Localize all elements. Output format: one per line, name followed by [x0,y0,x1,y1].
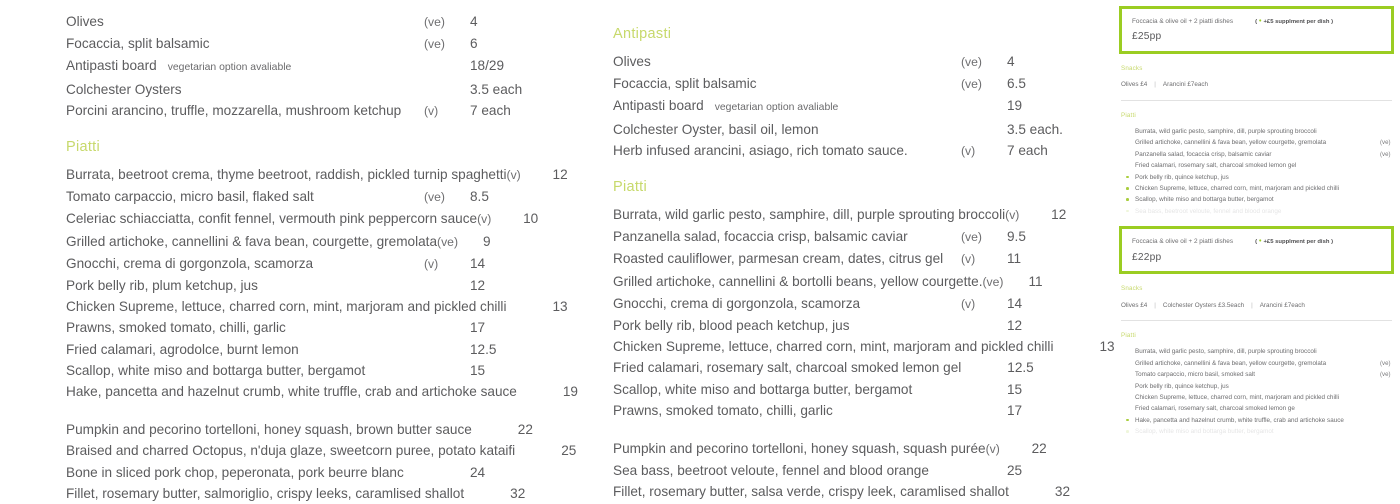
preview-heading-piatti-one: Piatti [1121,111,1136,119]
menu-item-diet-tag: (ve) [424,190,445,205]
menu-item-subnote: vegetarian option avaliable [714,102,839,114]
deal-box-22pp[interactable] [1119,226,1394,274]
preview-item-name: Scallop, white miso and bottarga butter, bergamot [1135,428,1274,436]
deal-price: £22pp [1132,251,1162,263]
preview-item-diet-tag: (ve) [1380,150,1391,158]
menu-item-row [613,119,1073,140]
menu-item-row [613,438,1073,460]
snack-oysters: Colchester Oysters £3.5each [1162,301,1245,309]
menu-item-row [613,293,1073,315]
menu-item-price: 14 [1007,295,1023,311]
menu-item-row [613,379,1073,400]
menu-item-name: Hake, pancetta and hazelnut crumb, white truffle, crab and artichoke sauce [66,384,517,400]
preview-snacks-row [1121,79,1400,90]
menu-item-name: Scallop, white miso and bottarga butter, bergamot [66,362,366,378]
menu-item-price: 17 [1007,402,1023,418]
menu-item-name: Fried calamari, rosemary salt, charcoal smoked lemon gel [613,360,962,376]
menu-item-row [613,226,1073,248]
menu-item-row [613,140,1073,162]
menu-item-name: Focaccia, split balsamic [613,76,757,92]
menu-item-row [66,33,536,55]
deal-description-row [1132,16,1381,28]
preview-piatti-list-two [1135,346,1400,437]
menu-item-name: Roasted cauliflower, parmesan cream, dates, citrus gel [613,251,944,267]
preview-item-name: Burrata, wild garlic pesto, samphire, dill, purple sprouting broccoli [1135,348,1317,356]
piatti-large-item-list [613,438,1073,503]
menu-item-row [613,73,1073,95]
preview-item-row [1135,426,1400,437]
menu-item-name: Gnocchi, crema di gorgonzola, scamorza [66,255,314,271]
menu-item-row [66,381,578,402]
menu-item-name: Prawns, smoked tomato, chilli, garlic [613,402,833,418]
menu-item-price: 25 [561,443,577,459]
separator: | [1154,301,1156,309]
preview-item-name: Burrata, wild garlic pesto, samphire, dill, purple sprouting broccoli [1135,128,1317,136]
menu-item-row [613,357,1073,378]
menu-item-diet-tag: (v) [1005,208,1020,223]
spacer [613,421,1073,438]
menu-item-price: 6.5 [1007,76,1026,92]
preview-item-name: Pork belly rib, quince ketchup, jus [1135,382,1229,390]
menu-item-name: Sea bass, beetroot veloute, fennel and blood orange [613,463,929,479]
preview-item-diet-tag: (ve) [1380,359,1391,367]
preview-item-name: Grilled artichoke, cannellini & fava bean, yellow courgette, gremolata [1135,359,1327,367]
menu-item-name: Fried calamari, agrodolce, burnt lemon [66,341,299,357]
menu-item-name: Pumpkin and pecorino tortelloni, honey squash, squash purée [613,441,986,457]
preview-item-name: Scallop, white miso and bottarga butter, bergamot [1135,196,1274,204]
menu-item-name: Burrata, wild garlic pesto, samphire, dill, purple sprouting broccoli [613,207,1006,223]
menu-item-name: Braised and charred Octopus, n'duja glaze, sweetcorn puree, potato kataifi [66,443,516,459]
divider [1121,100,1392,101]
menu-item-price: 11 [1007,251,1022,267]
section-heading-piatti: Piatti [613,179,648,196]
menu-item-price: 6 [470,36,478,52]
menu-column-right-preview [1113,0,1400,500]
snack-olives: Olives £4 [1121,301,1148,309]
menu-item-price: 12 [552,167,568,183]
deal-supplement-note: ( • +£5 supplment per dish ) [1255,18,1334,25]
menu-item-name: Colchester Oyster, basil oil, lemon [613,121,819,137]
menu-item-row [66,419,536,440]
menu-item-price: 9.5 [1007,229,1026,245]
bullet-dot-icon: • [1259,18,1262,25]
menu-item-diet-tag: (ve) [424,37,445,52]
spacer [66,122,536,139]
menu-item-row [66,100,536,122]
section-heading-piatti: Piatti [66,139,101,156]
bullet-dot-icon [1126,187,1129,190]
piatti-large-item-list [66,419,577,504]
menu-item-diet-tag: (ve) [437,234,459,249]
preview-piatti-list-one [1135,126,1400,217]
snack-olives: Olives £4 [1121,81,1148,89]
menu-item-price: 18/29 [470,58,505,74]
piatti-item-list [613,204,1115,421]
preview-snacks-row-two [1121,300,1400,311]
menu-item-row [66,360,536,381]
menu-item-diet-tag: (v) [477,212,492,227]
menu-item-row [66,11,536,33]
menu-item-name: Bone in sliced pork chop, peperonata, pork beurre blanc [66,464,404,480]
spacer [613,162,1073,179]
menu-item-diet-tag: (v) [424,103,439,118]
preview-item-row [1135,160,1400,171]
preview-item-name: Hake, pancetta and hazelnut crumb, white truffle, crab and artichoke sauce [1135,416,1344,424]
menu-item-price: 14 [470,255,486,271]
menu-item-price: 15 [470,362,486,378]
menu-item-diet-tag: (ve) [424,15,445,29]
menu-item-row [66,483,536,504]
menu-item-row [66,231,536,253]
preview-item-row [1135,381,1400,392]
menu-item-row [66,79,536,100]
menu-item-name: Colchester Oysters [66,81,182,97]
menu-item-price: 4 [470,14,478,29]
preview-item-row [1135,172,1400,183]
menu-item-name: Panzanella salad, focaccia crisp, balsamic caviar [613,229,908,245]
menu-column-left [66,0,578,504]
separator: | [1154,81,1156,89]
menu-item-price: 12.5 [1007,360,1034,376]
bullet-dot-icon [1126,198,1129,201]
preview-item-row [1135,206,1400,217]
menu-item-name: Chicken Supreme, lettuce, charred corn, mint, marjoram and pickled chilli [66,299,507,315]
menu-item-name: Pumpkin and pecorino tortelloni, honey squash, brown butter sauce [66,422,472,438]
menu-item-price: 7 each [1007,142,1048,158]
menu-item-row [66,164,568,186]
menu-item-name: Antipasti board [613,98,704,114]
preview-item-name: Fried calamari, rosemary salt, charcoal smoked lemon ge [1135,405,1295,413]
menu-item-price: 25 [1007,463,1023,479]
menu-item-row [66,253,536,275]
section-piatti-left [66,139,578,504]
preview-item-row [1135,194,1400,205]
menu-item-name: Chicken Supreme, lettuce, charred corn, mint, marjoram and pickled chilli [613,339,1054,355]
menu-item-price: 13 [1099,339,1115,355]
menu-item-name: Gnocchi, crema di gorgonzola, scamorza [613,295,861,311]
menu-item-price: 22 [517,422,533,438]
section-antipasti-left [66,0,536,122]
menu-item-price: 12 [1007,318,1023,334]
menu-item-row [66,317,536,338]
preview-item-name: Chicken Supreme, lettuce, charred corn, mint, marjoram and pickled chilli [1135,185,1340,193]
preview-item-row [1135,415,1400,426]
menu-item-price: 12 [470,278,486,294]
preview-item-name: Sea bass, beetroot veloute, fennel and blood orange [1135,207,1282,215]
piatti-item-list [66,164,578,402]
menu-item-row [613,315,1073,336]
menu-item-row [66,186,536,208]
menu-item-price: 13 [552,299,568,315]
menu-item-row [66,275,536,296]
menu-item-row [613,51,1073,73]
menu-item-diet-tag: (v) [961,252,976,267]
menu-item-row [613,460,1073,481]
deal-supplement-note: ( • +£5 supplment per dish ) [1255,238,1334,246]
menu-item-row [613,481,1073,502]
preview-heading-snacks: Snacks [1121,64,1143,72]
deal-box-25pp[interactable] [1119,6,1394,54]
preview-heading-snacks-two: Snacks [1121,285,1143,293]
preview-item-row [1135,369,1400,380]
menu-item-row [66,208,539,230]
deal-description: Foccacia & olive oil + 2 piatti dishes [1132,18,1234,25]
antipasti-item-list [613,51,1073,162]
menu-item-row [613,271,1073,293]
deal-description-row [1132,236,1381,248]
preview-item-row [1135,126,1400,137]
preview-item-row [1135,149,1400,160]
menu-item-price: 3.5 each [470,81,523,97]
preview-item-diet-tag: (ve) [1380,371,1391,379]
menu-item-price: 17 [470,320,486,336]
menu-item-name: Olives [66,14,104,29]
menu-item-diet-tag: (ve) [961,77,982,92]
preview-item-name: Tomato carpaccio, micro basil, smoked salt [1135,371,1256,379]
bullet-dot-icon: • [1259,238,1262,246]
menu-item-name: Fillet, rosemary butter, salmoriglio, crispy leeks, caramlised shallot [66,485,465,501]
menu-item-price: 19 [562,384,578,400]
menu-item-name: Pork belly rib, blood peach ketchup, jus [613,318,850,334]
preview-item-row [1135,403,1400,414]
menu-column-middle [613,26,1115,503]
menu-item-price: 12.5 [470,341,497,357]
preview-heading-piatti-two: Piatti [1121,331,1136,339]
menu-item-price: 32 [1054,484,1071,500]
menu-item-price: 3.5 each. [1007,121,1063,137]
menu-item-price: 12 [1051,207,1067,223]
menu-item-price: 8.5 [470,189,489,205]
menu-item-row [613,248,1073,270]
bullet-dot-icon [1126,210,1129,213]
menu-item-diet-tag: (v) [961,143,976,158]
antipasti-item-list [66,11,536,122]
menu-item-name: Scallop, white miso and bottarga butter, bergamot [613,381,913,397]
preview-item-row [1135,183,1400,194]
menu-item-price: 11 [1028,273,1043,289]
menu-item-diet-tag: (ve) [961,230,982,245]
menu-item-name: Olives [613,54,651,69]
menu-item-row [66,462,536,483]
menu-item-row [613,204,1073,226]
menu-item-price: 10 [523,211,539,227]
spacer [66,402,536,419]
section-heading-antipasti: Antipasti [613,26,672,42]
menu-item-diet-tag: (v) [506,168,521,183]
menu-item-price: 19 [1007,98,1023,114]
deal-price: £25pp [1132,31,1162,43]
menu-item-name: Prawns, smoked tomato, chilli, garlic [66,320,286,336]
menu-item-name: Tomato carpaccio, micro basil, flaked salt [66,189,314,205]
menu-item-diet-tag: (v) [424,256,439,271]
menu-item-price: 22 [1031,441,1047,457]
menu-item-diet-tag: (v) [961,296,976,311]
menu-item-name: Celeriac schiacciatta, confit fennel, vermouth pink peppercorn sauce [66,211,478,227]
menu-item-row [66,296,568,317]
preview-item-name: Grilled artichoke, cannellini & fava bean, yellow courgette, gremolata [1135,139,1327,147]
menu-item-diet-tag: (ve) [961,55,982,69]
menu-item-name: Grilled artichoke, cannellini & fava bean, courgette, gremolata [66,233,438,249]
menu-item-row [613,336,1115,357]
menu-item-row [66,440,577,461]
preview-item-row [1135,358,1400,369]
preview-item-name: Fried calamari, rosemary salt, charcoal smoked lemon gel [1135,162,1297,170]
preview-item-row [1135,137,1400,148]
divider [1121,320,1392,321]
menu-item-price: 9 [483,233,491,249]
menu-item-name: Herb infused arancini, asiago, rich tomato sauce. [613,142,908,158]
snack-arancini: Arancini £7each [1162,81,1209,89]
menu-item-name: Focaccia, split balsamic [66,36,210,52]
menu-item-row [613,95,1073,118]
menu-item-price: 24 [470,464,486,480]
section-piatti-middle [613,179,1115,503]
separator: | [1251,301,1253,309]
preview-item-name: Chicken Supreme, lettuce, charred corn, mint, marjoram and pickled chilli [1135,393,1340,401]
menu-item-price: 7 each [470,102,511,118]
preview-item-diet-tag: (ve) [1380,139,1391,147]
preview-item-row [1135,346,1400,357]
menu-item-diet-tag: (v) [985,442,1000,457]
menu-item-name: Grilled artichoke, cannellini & bortolli beans, yellow courgette. [613,273,983,289]
menu-item-price: 4 [1007,54,1015,69]
preview-item-name: Pork belly rib, quince ketchup, jus [1135,173,1229,181]
bullet-dot-icon [1126,176,1129,179]
menu-item-price: 32 [510,485,526,501]
menu-item-row [613,400,1073,421]
menu-item-row [66,339,536,360]
menu-item-name: Burrata, beetroot crema, thyme beetroot, raddish, pickled turnip spaghetti [66,167,507,183]
menu-item-name: Porcini arancino, truffle, mozzarella, mushroom ketchup [66,102,402,118]
menu-item-name: Pork belly rib, plum ketchup, jus [66,278,258,294]
menu-item-price: 15 [1007,381,1023,397]
deal-description: Foccacia & olive oil + 2 piatti dishes [1132,238,1234,246]
menu-item-name: Fillet, rosemary butter, salsa verde, crispy leek, caramlised shallot [613,484,1009,500]
menu-item-name: Antipasti board [66,58,157,74]
preview-item-row [1135,392,1400,403]
snack-arancini: Arancini £7each [1259,301,1305,309]
menu-item-row [66,55,536,78]
menu-item-subnote: vegetarian option avaliable [167,62,292,74]
bullet-dot-icon [1126,419,1129,422]
bullet-dot-icon [1126,430,1129,433]
menu-item-diet-tag: (ve) [982,274,1004,289]
preview-item-name: Panzanella salad, focaccia crisp, balsamic caviar [1135,150,1272,158]
section-antipasti-middle [613,26,1073,162]
